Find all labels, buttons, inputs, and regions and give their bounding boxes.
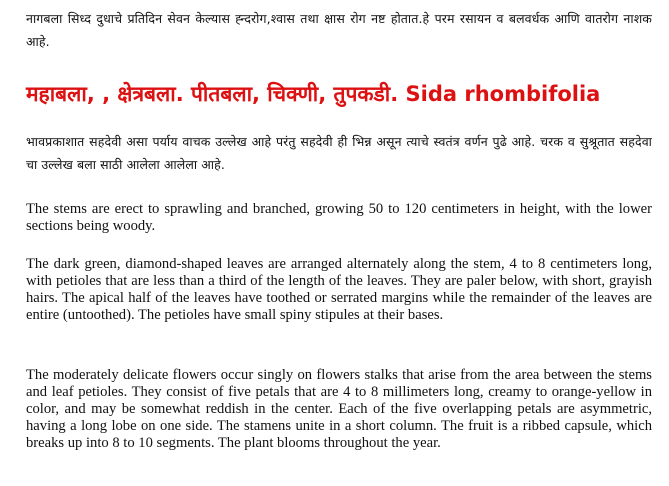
paragraph-stems: The stems are erect to sprawling and branched, growing 50 to 120 centimeters in height, with the lower sections being woody. [26,201,652,234]
section-heading-mahabala: महाबला, , क्षेत्रबला. पीतबला, चिक्णी, तुपकडी. Sida rhombifolia [26,82,601,106]
paragraph-leaves: The dark green, diamond-shaped leaves are arranged alternately along the stem, 4 to 8 centimeters long, with petioles that are less than a third of the length of the leaves. They are paler below, with short, grayish hairs. The apical half of the leaves have toothed or serrated margins while the remainder of the leaves are entire (untoothed). The petioles have small spiny stipules at their bases. [26,256,652,323]
paragraph-nagbala-benefits: नागबला सिध्द दुधाचे प्रतिदिन सेवन केल्यास ह्न्दरोग,श्वास तथा क्षास रोग नष्ट होतात.हे परम रसायन व बलवर्धक आणि वातरोग नाशक आहे. [26,11,652,49]
paragraph-flowers: The moderately delicate flowers occur singly on flowers stalks that arise from the area between the stems and leaf petioles. They consist of five petals that are 4 to 8 millimeters long, creamy to orange-yellow in color, and may be somewhat reddish in the center. Each of the five overlapping petals are asymmetric, having a long lobe on one side. The stamens unite in a short column. The fruit is a ribbed capsule, which breaks up into 8 to 10 segments. The plant blooms throughout the year. [26,367,652,451]
paragraph-bhavprakash-reference: भावप्रकाशात सहदेवी असा पर्याय वाचक उल्लेख आहे परंतु सहदेवी ही भिन्न असून त्याचे स्वतंत्र वर्णन पुढे आहे. चरक व सुश्रूतात सहदेवा चा उल्लेख बला साठी आलेला आलेला आहे. [26,134,652,172]
